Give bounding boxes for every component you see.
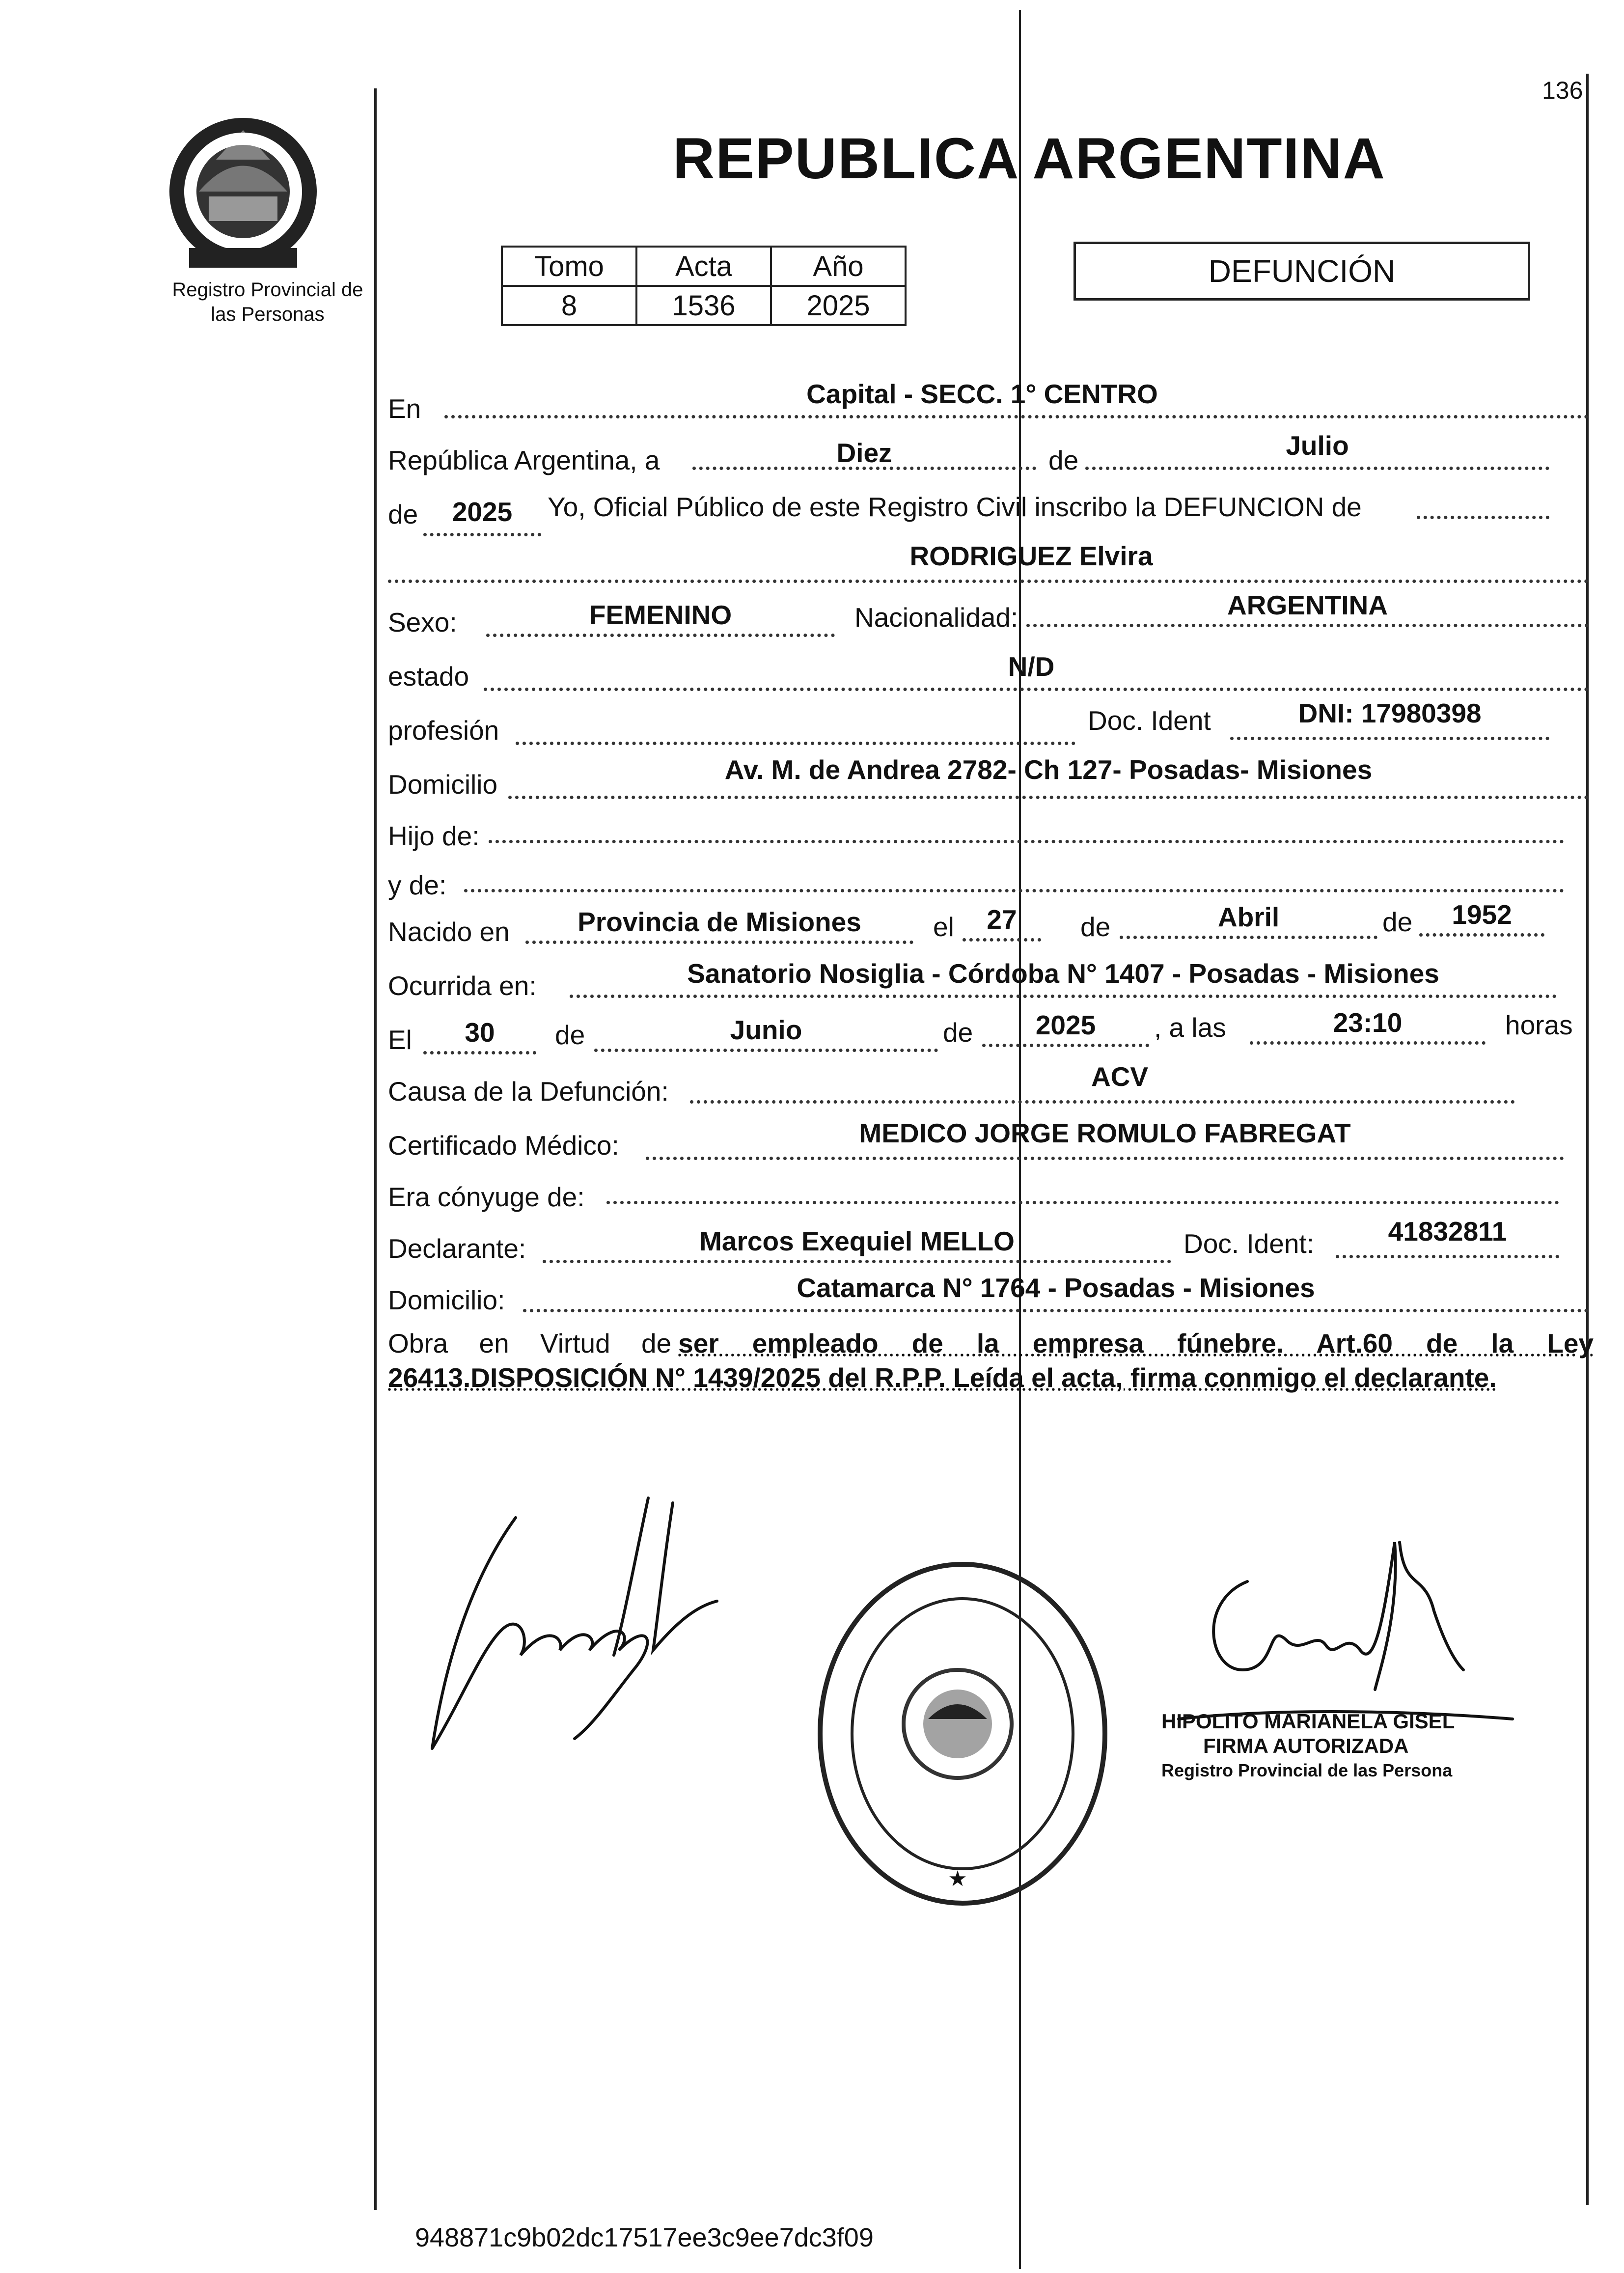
hijo-dotted-line [489,840,1564,843]
birth-month: Abril [1217,902,1280,932]
deceased-name: RODRIGUEZ Elvira [909,541,1153,571]
death-month: Junio [730,1015,802,1045]
obra-value-1: ser empleado de la empresa fúnebre. Art.60 de la Ley [678,1328,1594,1358]
yde-label: y de: [388,870,447,900]
provincial-seal-logo [162,111,324,273]
obra-line-1 [388,1326,1594,1360]
death-month-dotted-line [594,1049,938,1052]
svg-text:★: ★ [948,1866,967,1891]
act-type-box: DEFUNCIÓN [1073,242,1530,301]
de3-label: de [1080,912,1111,942]
profesion-dotted-line [516,742,1075,745]
alas-label: , a las [1154,1012,1226,1043]
authority-role: FIRMA AUTORIZADA [1203,1734,1409,1757]
sexo-label: Sexo: [388,607,457,638]
death-day: 30 [465,1017,495,1048]
domicilio-dotted-line [508,796,1589,799]
right-border-line [1586,74,1589,2205]
nacionalidad-label: Nacionalidad: [854,602,1018,633]
sexo-value: FEMENINO [589,600,732,630]
birth-year-dotted-line [1419,933,1544,937]
year-value: 2025 [452,497,513,527]
estado-value: N/D [1008,651,1055,682]
el-label: el [933,912,954,942]
doc-value: DNI: 17980398 [1298,698,1482,728]
sexo-dotted-line [486,634,835,637]
domicilio2-dotted-line [523,1309,1589,1312]
record-table-header-row [502,247,906,286]
record-header-anio: Año [771,247,906,286]
footer-hash: 948871c9b02dc17517ee3c9ee7dc3f09 [415,2223,874,2252]
horas-label: horas [1505,1010,1573,1040]
registry-label-line1: Registro Provincial de [172,279,363,301]
record-header-acta: Acta [636,247,771,286]
domicilio-label: Domicilio [388,769,498,800]
inscribo-text: Yo, Oficial Público de este Registro Civil inscribo la DEFUNCION de [548,492,1362,522]
republica-label: República Argentina, a [388,445,660,475]
inscribo-dotted-line [1417,516,1549,519]
de5-label: de [555,1020,585,1050]
death-day-dotted-line [423,1051,536,1054]
death-time-dotted-line [1250,1041,1486,1045]
death-year: 2025 [1035,1010,1096,1040]
de6-label: de [943,1017,973,1048]
conyuge-dotted-line [606,1201,1559,1204]
record-table-value-row [502,286,906,325]
hijo-label: Hijo de: [388,821,480,851]
record-value-tomo: 8 [502,286,636,325]
authority-block [1161,1709,1455,1783]
death-year-dotted-line [982,1044,1149,1047]
nacido-dotted-line [525,941,913,944]
certificado-label: Certificado Médico: [388,1130,619,1161]
authority-signature [1169,1513,1522,1729]
en-dotted-line [444,415,1589,418]
record-table [501,246,907,326]
obra-value-2: 26413.DISPOSICIÓN N° 1439/2025 del R.P.P. Leída el acta, firma conmigo el declarante. [388,1362,1497,1393]
name-dotted-line [388,580,1589,583]
causa-dotted-line [690,1100,1515,1104]
en-label: En [388,393,421,424]
registry-label-line2: las Personas [211,304,325,325]
nacido-value: Provincia de Misiones [578,907,861,937]
page-number: 136 [1542,77,1583,104]
authority-name: HIPOLITO MARIANELA GISEL [1161,1710,1455,1733]
domicilio2-label: Domicilio: [388,1285,505,1315]
year-dotted-line [423,533,541,536]
declarante-dotted-line [543,1260,1171,1263]
obra-block [388,1326,1594,1395]
birth-day: 27 [987,904,1017,935]
declarante-value: Marcos Exequiel MELLO [699,1226,1015,1256]
authority-office: Registro Provincial de las Persona [1161,1760,1453,1780]
registry-label [150,277,385,327]
causa-value: ACV [1091,1061,1149,1092]
ocurrida-value: Sanatorio Nosiglia - Córdoba N° 1407 - Posadas - Misiones [687,958,1439,989]
estado-label: estado [388,661,469,692]
el2-label: El [388,1025,412,1055]
record-value-anio: 2025 [771,286,906,325]
birth-day-dotted-line [963,938,1041,942]
conyuge-label: Era cónyuge de: [388,1182,585,1212]
doc-dotted-line [1230,737,1549,740]
ocurrida-dotted-line [570,995,1557,998]
death-time: 23:10 [1333,1007,1403,1038]
ocurrida-label: Ocurrida en: [388,970,537,1001]
profesion-label: profesión [388,715,499,746]
birth-month-dotted-line [1120,936,1377,939]
doc-label: Doc. Ident [1088,705,1211,736]
month-dotted-line [1085,467,1549,470]
record-header-tomo: Tomo [502,247,636,286]
doc2-value: 41832811 [1388,1216,1507,1247]
doc2-dotted-line [1336,1255,1559,1258]
certificado-dotted-line [646,1157,1564,1160]
domicilio-value: Av. M. de Andrea 2782- Ch 127- Posadas- Misiones [724,754,1373,785]
doc2-label: Doc. Ident: [1184,1228,1314,1259]
nacionalidad-dotted-line [1026,624,1589,627]
de4-label: de [1382,907,1413,937]
de-label: de [1048,445,1079,475]
de2-label: de [388,499,418,529]
record-value-acta: 1536 [636,286,771,325]
domicilio2-value: Catamarca N° 1764 - Posadas - Misiones [797,1273,1315,1303]
obra-label: Obra en Virtud de [388,1328,672,1358]
certificado-value: MEDICO JORGE ROMULO FABREGAT [859,1118,1351,1148]
nacionalidad-value: ARGENTINA [1227,590,1388,620]
en-value: Capital - SECC. 1° CENTRO [806,379,1158,409]
birth-year: 1952 [1452,899,1512,930]
month-value: Julio [1286,430,1349,461]
nacido-label: Nacido en [388,916,510,947]
registry-round-stamp [810,1557,1115,1911]
page-title: REPUBLICA ARGENTINA [673,126,1386,191]
estado-dotted-line [484,688,1589,691]
yde-dotted-line [464,889,1564,892]
day-value: Diez [836,438,892,468]
causa-label: Causa de la Defunción: [388,1076,669,1107]
left-border-line [374,88,377,2210]
declarante-signature [403,1493,771,1778]
declarante-label: Declarante: [388,1233,526,1264]
